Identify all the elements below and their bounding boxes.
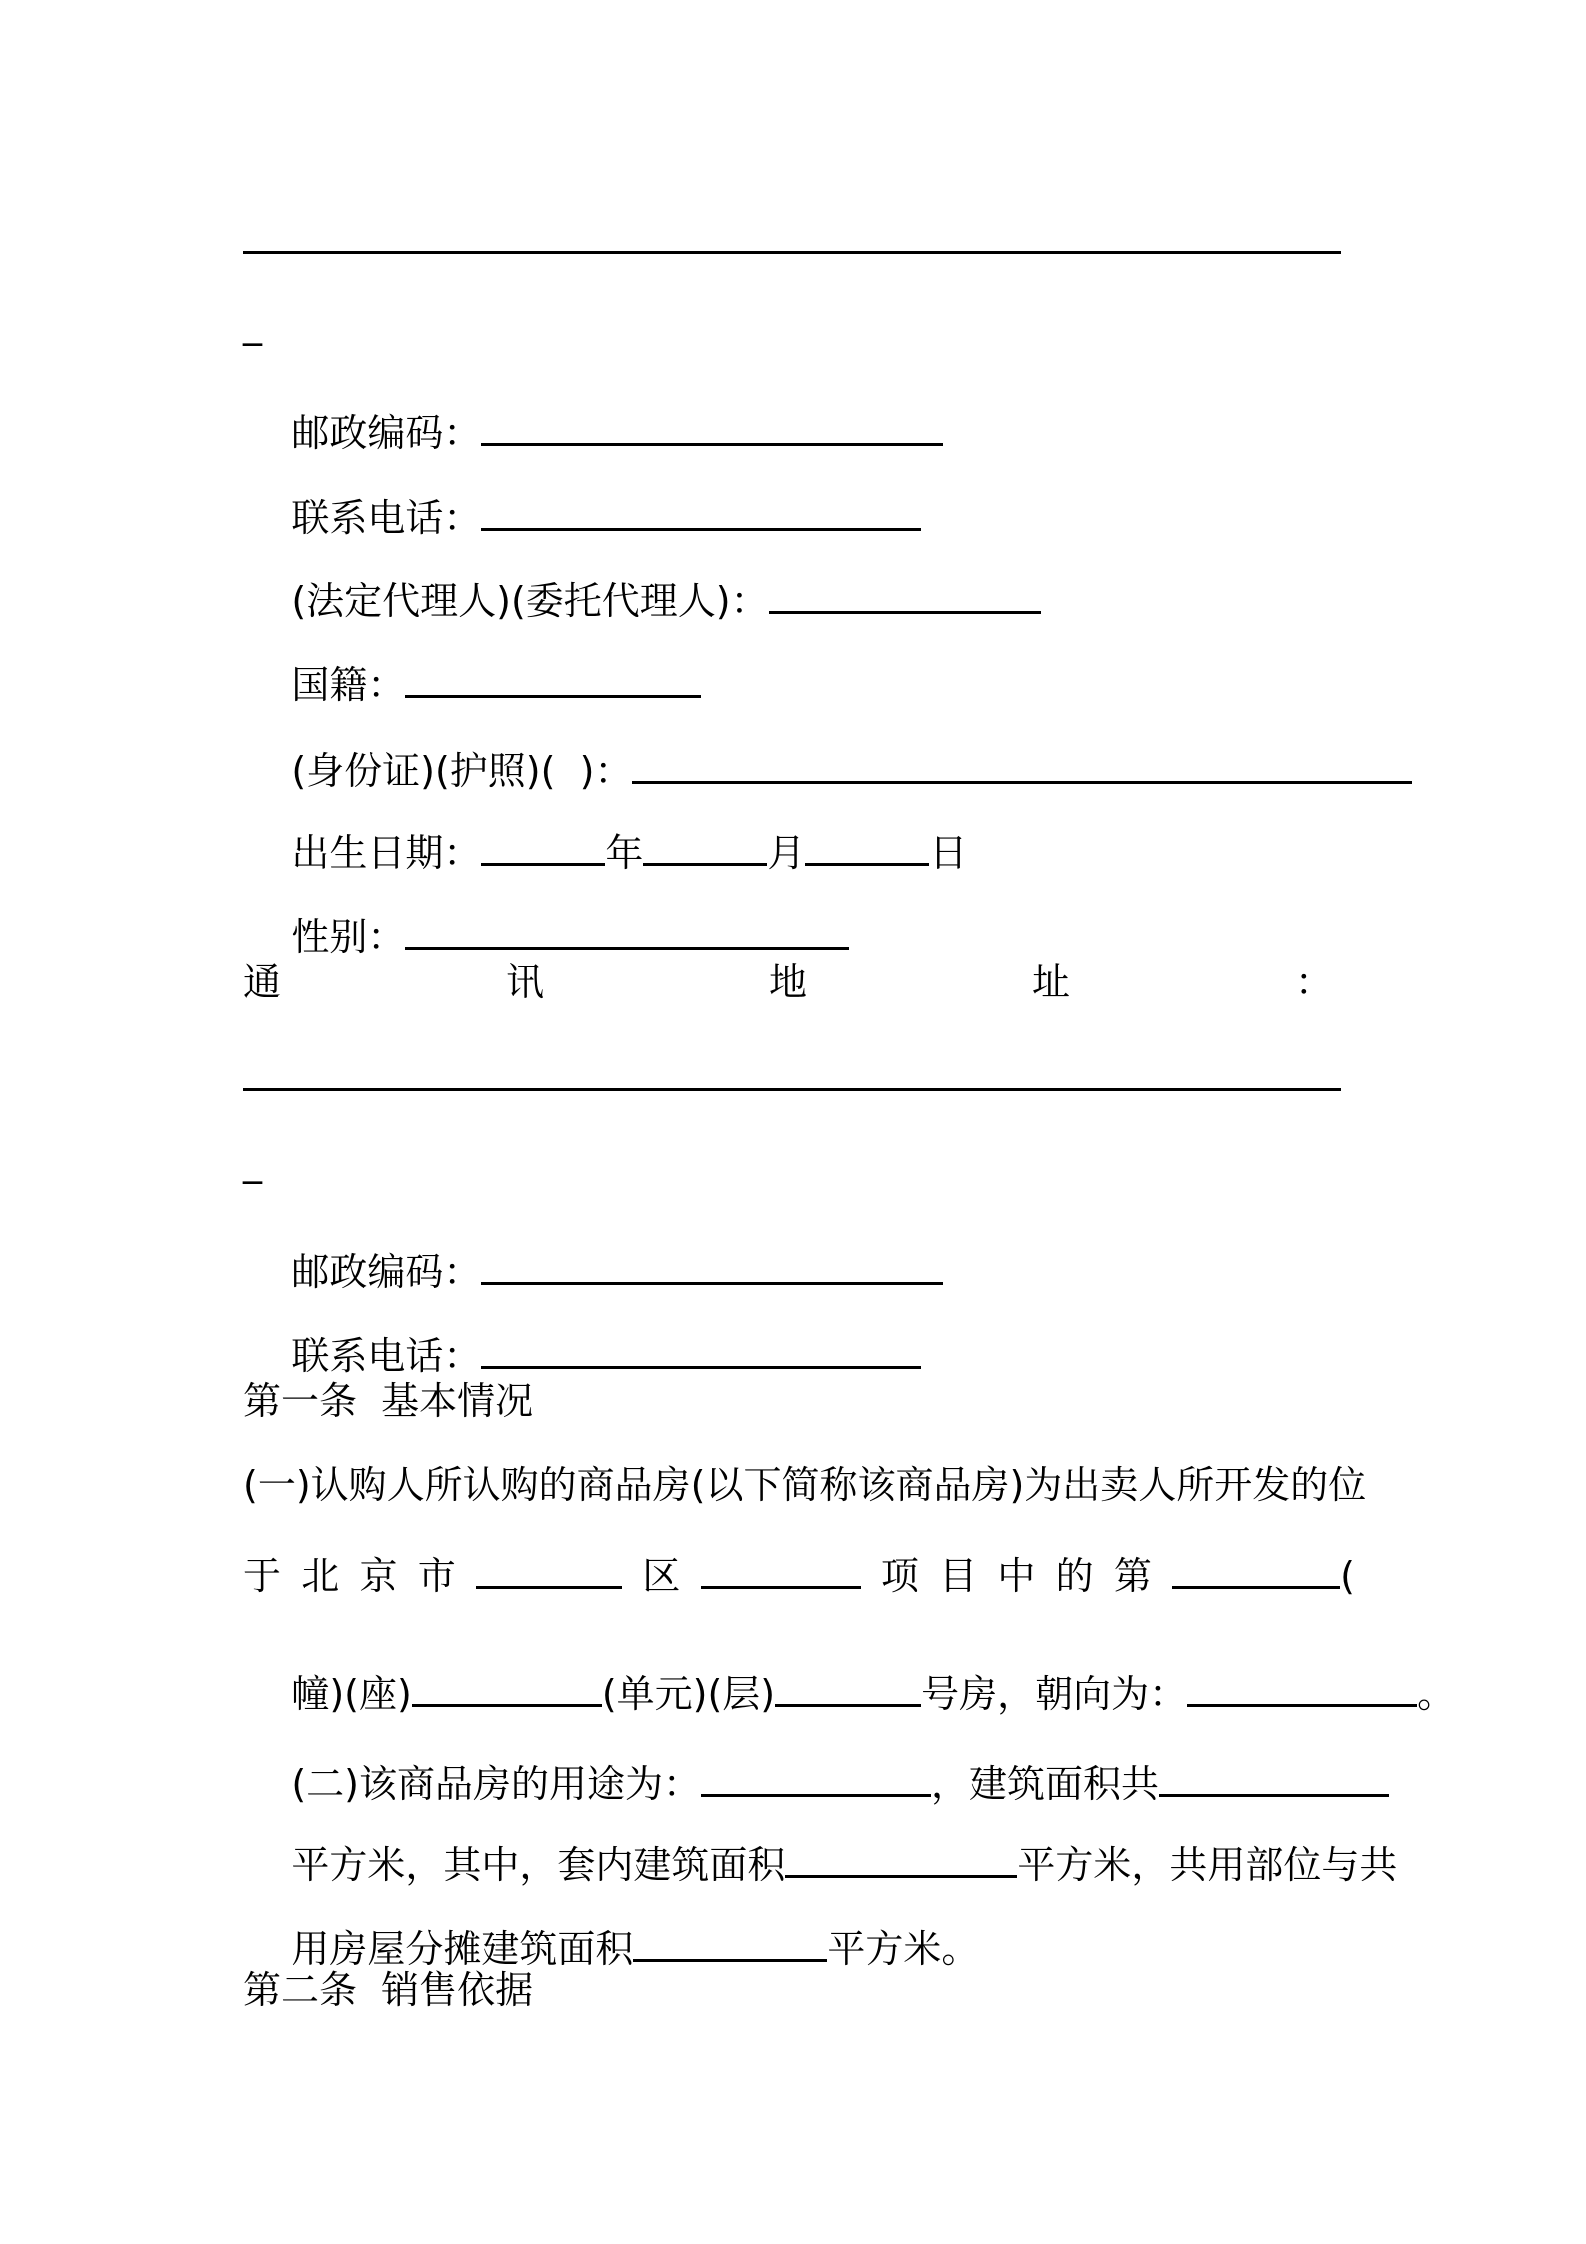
phone-label: 联系电话： bbox=[291, 496, 482, 540]
agent-blank[interactable] bbox=[769, 581, 1041, 614]
p1-char-jing: 京 bbox=[359, 1554, 398, 1598]
shared-area-blank[interactable] bbox=[633, 1929, 827, 1962]
year-label: 年 bbox=[605, 831, 644, 875]
address-blank-line bbox=[243, 251, 1341, 254]
nationality-label: 国籍： bbox=[291, 663, 406, 707]
article1-p1-line2 bbox=[243, 1554, 1355, 1598]
usage-blank[interactable] bbox=[701, 1764, 931, 1797]
usage-label: (二)该商品房的用途为： bbox=[291, 1762, 701, 1806]
inner-area-blank[interactable] bbox=[785, 1845, 1017, 1878]
p1-char-mu: 目 bbox=[939, 1554, 978, 1598]
article2-heading: 第二条 销售依据 bbox=[243, 1968, 534, 2012]
floor-area-label: ，建筑面积共 bbox=[930, 1762, 1159, 1806]
square-meter-end: 平方米。 bbox=[827, 1927, 980, 1971]
address-char-3: 地 bbox=[768, 960, 807, 1004]
day-label: 日 bbox=[929, 831, 968, 875]
line-end-mark: 。 bbox=[1417, 1672, 1456, 1716]
district-blank[interactable] bbox=[476, 1556, 622, 1589]
building-blank-wrap bbox=[1172, 1554, 1355, 1598]
address-char-4: 址 bbox=[1031, 960, 1070, 1004]
address-blank-tail-2: _ bbox=[243, 1140, 262, 1184]
address-blank-line-2[interactable] bbox=[243, 1088, 1341, 1091]
id-label: (身份证)(护照)( )： bbox=[291, 749, 633, 793]
inner-area-label: 平方米，其中，套内建筑面积 bbox=[291, 1843, 786, 1887]
building-blank[interactable] bbox=[1172, 1556, 1340, 1589]
floor-area-blank[interactable] bbox=[1159, 1764, 1389, 1797]
gender-label: 性别： bbox=[291, 915, 406, 959]
postal-code-blank-2[interactable] bbox=[481, 1252, 943, 1285]
postal-code-label: 邮政编码： bbox=[291, 411, 482, 455]
project-blank[interactable] bbox=[701, 1556, 861, 1589]
phone-label-2: 联系电话： bbox=[291, 1334, 482, 1378]
article1-heading: 第一条 基本情况 bbox=[243, 1379, 534, 1423]
building-seat-label: 幢)(座) bbox=[291, 1672, 412, 1716]
shared-area-label-2: 用房屋分摊建筑面积 bbox=[291, 1927, 634, 1971]
address-blank-tail: _ bbox=[243, 302, 262, 346]
address-char-2: 讯 bbox=[505, 960, 544, 1004]
postal-code-label-2: 邮政编码： bbox=[291, 1250, 482, 1294]
address-char-1: 通 bbox=[243, 960, 282, 1004]
district-label: 区 bbox=[642, 1554, 681, 1598]
birth-day-blank[interactable] bbox=[805, 833, 929, 866]
p1-char-zhong: 中 bbox=[997, 1554, 1036, 1598]
p1-char-xiang: 项 bbox=[880, 1554, 919, 1598]
phone-blank[interactable] bbox=[481, 498, 921, 531]
phone-blank-2[interactable] bbox=[481, 1336, 921, 1369]
birth-year-blank[interactable] bbox=[481, 833, 605, 866]
p1-char-yu: 于 bbox=[243, 1554, 282, 1598]
birth-label: 出生日期： bbox=[291, 831, 482, 875]
p1-char-di: 第 bbox=[1113, 1554, 1152, 1598]
birth-month-blank[interactable] bbox=[643, 833, 767, 866]
p1-char-de: 的 bbox=[1055, 1554, 1094, 1598]
month-label: 月 bbox=[767, 831, 806, 875]
nationality-blank[interactable] bbox=[405, 665, 701, 698]
article1-p1-line1: (一)认购人所认购的商品房(以下简称该商品房)为出卖人所开发的位 bbox=[243, 1463, 1367, 1507]
room-blank[interactable] bbox=[775, 1674, 921, 1707]
postal-code-blank[interactable] bbox=[481, 413, 943, 446]
building-paren: ( bbox=[1340, 1554, 1355, 1598]
shared-area-label: 平方米，共用部位与共 bbox=[1017, 1843, 1398, 1887]
unit-floor-label: (单元)(层) bbox=[601, 1672, 776, 1716]
address-label-spread bbox=[243, 960, 1333, 1004]
gender-blank[interactable] bbox=[405, 917, 849, 950]
p1-char-bei: 北 bbox=[301, 1554, 340, 1598]
address-char-5: ： bbox=[1294, 960, 1333, 1004]
unit-blank[interactable] bbox=[412, 1674, 602, 1707]
id-blank[interactable] bbox=[632, 751, 1412, 784]
p1-char-shi: 市 bbox=[417, 1554, 456, 1598]
agent-label: (法定代理人)(委托代理人)： bbox=[291, 579, 769, 623]
orientation-blank[interactable] bbox=[1187, 1674, 1417, 1707]
room-orientation-label: 号房，朝向为： bbox=[921, 1672, 1188, 1716]
